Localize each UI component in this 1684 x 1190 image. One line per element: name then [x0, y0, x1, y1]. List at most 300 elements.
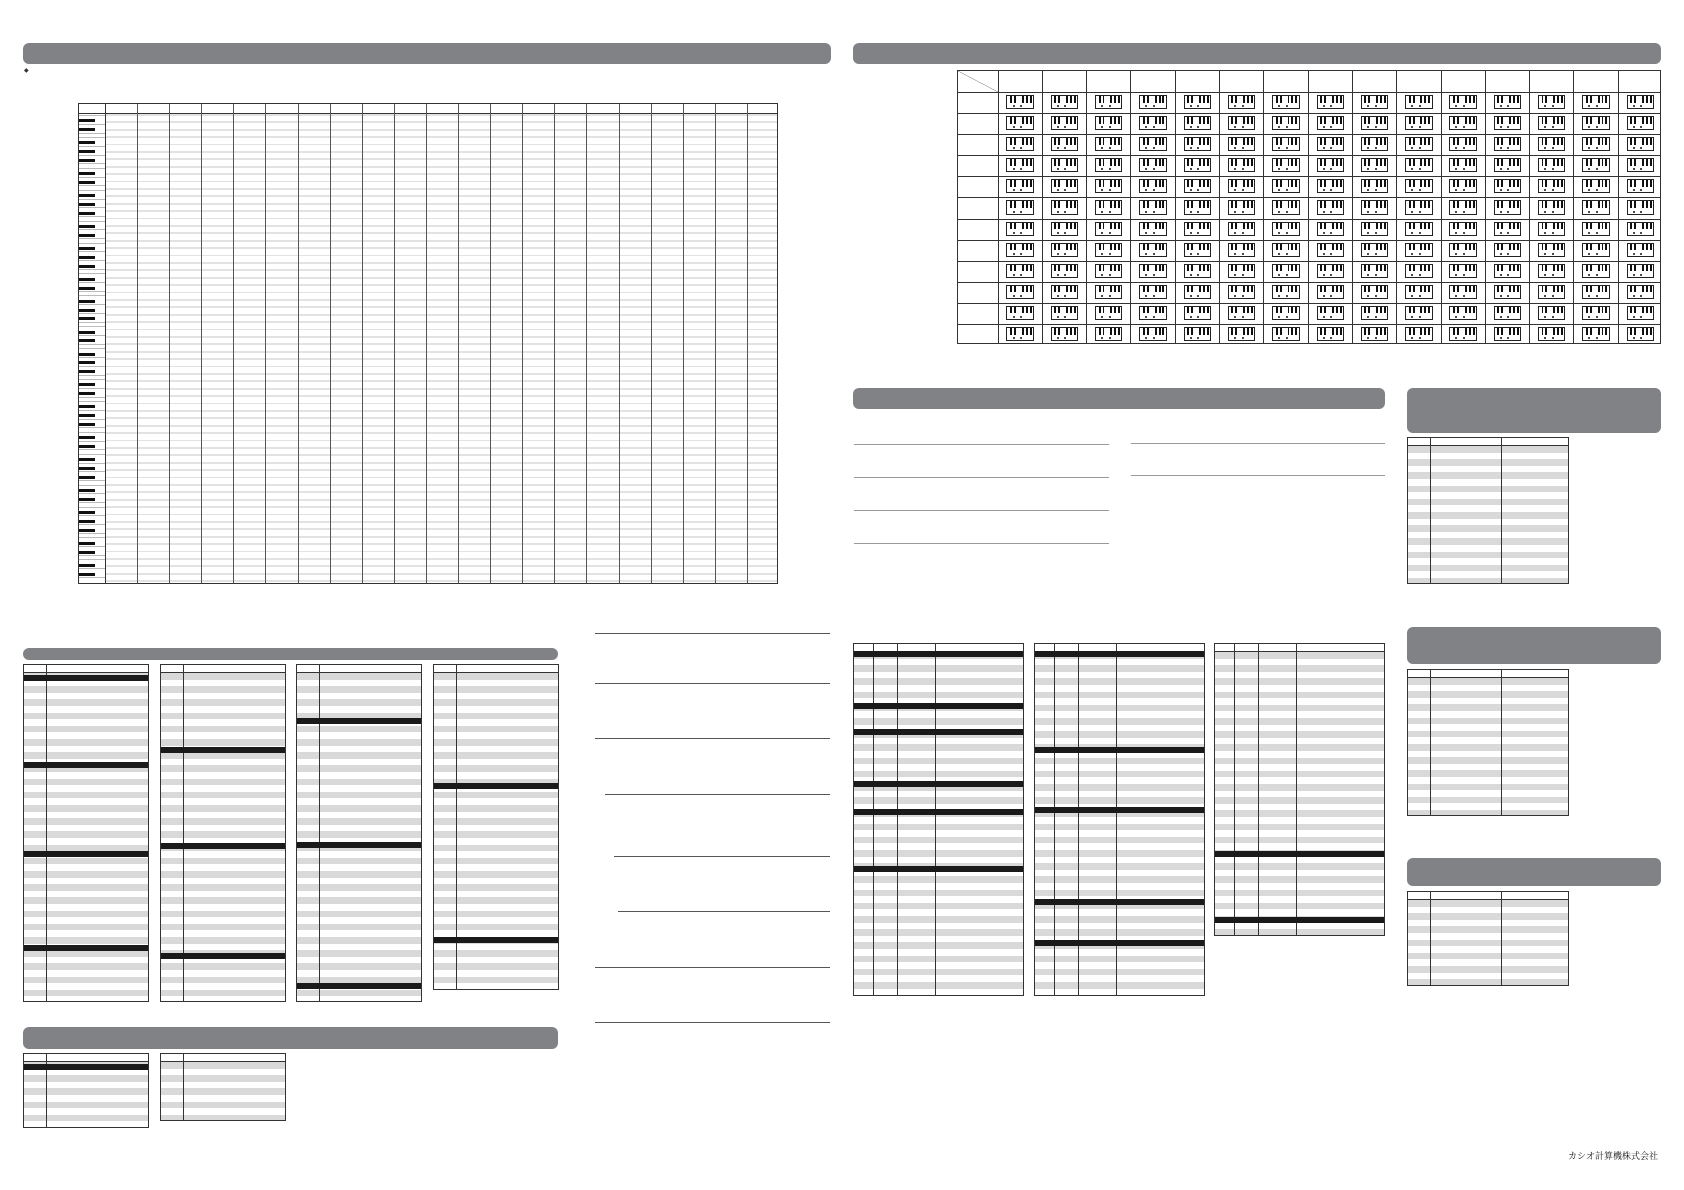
mini-black-key — [1147, 223, 1149, 230]
mini-black-key — [1159, 244, 1161, 251]
mini-black-key — [1336, 307, 1338, 314]
table-column-line — [1258, 644, 1259, 936]
piano-black-key — [79, 265, 95, 268]
mini-keyboard-icon — [1272, 200, 1299, 214]
mini-black-key — [1634, 265, 1636, 272]
mini-black-key — [1364, 328, 1366, 335]
mini-black-key — [1340, 180, 1342, 187]
mini-black-key — [1602, 286, 1604, 293]
mini-black-key — [1413, 307, 1415, 314]
section-header-keyboard-grid — [23, 43, 831, 64]
mini-black-key — [1199, 180, 1201, 187]
note-dot — [1419, 189, 1421, 191]
note-dot — [1057, 105, 1059, 107]
mini-black-key — [1320, 159, 1322, 166]
piano-black-key — [79, 300, 95, 303]
mini-black-key — [1368, 244, 1370, 251]
table-row-stripe — [24, 924, 149, 931]
mini-black-key — [1453, 201, 1455, 208]
mini-keyboard-icon — [1627, 306, 1654, 320]
note-dot — [1419, 147, 1421, 149]
note-dot — [1455, 189, 1457, 191]
mini-black-key — [1469, 138, 1471, 145]
mini-black-key — [1457, 201, 1459, 208]
mini-black-key — [1320, 117, 1322, 124]
mini-black-key — [1280, 180, 1282, 187]
mini-keyboard-icon — [1184, 95, 1211, 109]
table-column-line — [1430, 670, 1431, 816]
table-row-stripe — [854, 876, 1024, 883]
table-row-stripe — [854, 942, 1024, 949]
note-dot — [1064, 189, 1066, 191]
mini-keyboard-icon — [1051, 327, 1078, 341]
note-dot — [1588, 126, 1590, 128]
mini-black-key — [1376, 244, 1378, 251]
mini-black-key — [1376, 201, 1378, 208]
note-dot — [1145, 105, 1147, 107]
grid-column-line — [490, 104, 491, 584]
grid-row-stripe — [106, 506, 778, 508]
mini-black-key — [1424, 180, 1426, 187]
mini-black-key — [1384, 159, 1386, 166]
note-dot — [1455, 295, 1457, 297]
mini-black-key — [1162, 223, 1164, 230]
mini-black-key — [1295, 96, 1297, 103]
mini-black-key — [1155, 223, 1157, 230]
mini-keyboard-icon — [1051, 137, 1078, 151]
rhythm-list-table-2 — [1034, 643, 1205, 996]
grid-row-stripe — [106, 462, 778, 464]
mini-black-key — [1368, 265, 1370, 272]
mini-black-key — [1501, 159, 1503, 166]
mini-keyboard-icon — [1095, 137, 1122, 151]
mini-black-key — [1066, 307, 1068, 314]
mini-black-key — [1332, 244, 1334, 251]
mini-black-key — [1320, 286, 1322, 293]
note-dot — [1552, 105, 1554, 107]
note-dot — [1367, 168, 1369, 170]
note-dot — [1234, 211, 1236, 213]
mini-black-key — [1203, 286, 1205, 293]
mini-keyboard-icon — [1361, 222, 1388, 236]
piano-black-key — [79, 361, 95, 364]
piano-black-key — [79, 423, 95, 426]
table-row-stripe — [1215, 824, 1385, 831]
mini-black-key — [1162, 307, 1164, 314]
mini-black-key — [1247, 96, 1249, 103]
piano-black-key — [79, 529, 95, 532]
mini-black-key — [1457, 286, 1459, 293]
note-dot — [1145, 147, 1147, 149]
grid-row-stripe — [106, 129, 778, 131]
mini-black-key — [1147, 159, 1149, 166]
mini-black-key — [1054, 96, 1056, 103]
table-row-stripe — [297, 831, 422, 838]
mini-black-key — [1159, 117, 1161, 124]
mini-black-key — [1469, 328, 1471, 335]
mini-keyboard-icon — [1051, 95, 1078, 109]
mini-black-key — [1103, 201, 1105, 208]
note-dot — [1234, 105, 1236, 107]
mini-black-key — [1590, 201, 1592, 208]
mini-black-key — [1291, 223, 1293, 230]
mini-keyboard-icon — [1184, 327, 1211, 341]
mini-black-key — [1066, 159, 1068, 166]
mini-black-key — [1642, 159, 1644, 166]
mini-black-key — [1509, 117, 1511, 124]
mini-black-key — [1384, 286, 1386, 293]
mini-black-key — [1022, 138, 1024, 145]
mini-black-key — [1199, 307, 1201, 314]
table-row-stripe — [297, 897, 422, 904]
table-row-stripe — [1408, 472, 1569, 479]
piano-white-key-line — [79, 291, 105, 292]
grid-row-stripe — [106, 536, 778, 538]
table-column-line — [183, 665, 184, 1002]
note-dot — [1463, 232, 1465, 234]
note-dot — [1101, 147, 1103, 149]
mini-black-key — [1143, 286, 1145, 293]
mini-keyboard-icon — [1184, 116, 1211, 130]
note-dot — [1013, 253, 1015, 255]
note-dot — [1286, 337, 1288, 339]
note-dot — [1278, 232, 1280, 234]
note-dot — [1057, 232, 1059, 234]
mini-black-key — [1235, 117, 1237, 124]
mini-black-key — [1162, 117, 1164, 124]
mini-black-key — [1324, 180, 1326, 187]
mini-black-key — [1147, 96, 1149, 103]
mini-black-key — [1054, 244, 1056, 251]
mini-black-key — [1243, 180, 1245, 187]
grid-row-stripe — [106, 225, 778, 227]
table-separator-bar — [24, 851, 149, 857]
mini-black-key — [1409, 159, 1411, 166]
note-dot — [1013, 126, 1015, 128]
table-row-stripe — [24, 950, 149, 957]
note-dot — [1330, 189, 1332, 191]
mini-keyboard-icon — [1582, 243, 1609, 257]
mini-keyboard-icon — [1095, 285, 1122, 299]
mini-black-key — [1542, 307, 1544, 314]
note-dot — [1190, 126, 1192, 128]
table-row-stripe — [434, 739, 559, 746]
mini-black-key — [1646, 328, 1648, 335]
mini-black-key — [1557, 223, 1559, 230]
mini-black-key — [1162, 180, 1164, 187]
mini-black-key — [1453, 328, 1455, 335]
mini-keyboard-icon — [1272, 137, 1299, 151]
note-dot — [1330, 105, 1332, 107]
table-separator-bar — [161, 747, 286, 753]
mini-black-key — [1014, 159, 1016, 166]
note-dot — [1020, 126, 1022, 128]
mini-black-key — [1453, 180, 1455, 187]
mini-black-key — [1453, 159, 1455, 166]
mini-black-key — [1473, 223, 1475, 230]
mini-black-key — [1605, 159, 1607, 166]
piano-white-key-line — [79, 419, 105, 420]
mini-black-key — [1646, 96, 1648, 103]
mini-black-key — [1291, 117, 1293, 124]
mini-keyboard-icon — [1627, 158, 1654, 172]
table-row-stripe — [24, 831, 149, 838]
mini-black-key — [1590, 265, 1592, 272]
table-row-stripe — [1035, 890, 1205, 897]
piano-white-key-line — [79, 441, 105, 442]
note-dot — [1588, 295, 1590, 297]
note-dot — [1330, 126, 1332, 128]
mini-black-key — [1074, 117, 1076, 124]
mini-black-key — [1384, 117, 1386, 124]
table-row-stripe — [297, 699, 422, 706]
mini-black-key — [1650, 244, 1652, 251]
piano-white-key-line — [79, 427, 105, 428]
mini-black-key — [1646, 307, 1648, 314]
mini-black-key — [1295, 138, 1297, 145]
note-dot — [1286, 189, 1288, 191]
mini-black-key — [1235, 244, 1237, 251]
mini-black-key — [1114, 138, 1116, 145]
mini-black-key — [1602, 180, 1604, 187]
mini-black-key — [1598, 328, 1600, 335]
note-dot — [1234, 147, 1236, 149]
section-header-tone-list — [23, 648, 558, 660]
mini-black-key — [1324, 328, 1326, 335]
mini-black-key — [1630, 138, 1632, 145]
mini-black-key — [1420, 96, 1422, 103]
mini-keyboard-icon — [1006, 306, 1033, 320]
piano-black-key — [79, 278, 95, 281]
mini-black-key — [1642, 138, 1644, 145]
mini-black-key — [1247, 328, 1249, 335]
table-row-stripe — [1408, 913, 1569, 920]
mini-black-key — [1453, 265, 1455, 272]
table-row-stripe — [24, 699, 149, 706]
note-dot — [1375, 211, 1377, 213]
mini-keyboard-icon — [1494, 179, 1521, 193]
tone-list-2-table-2 — [160, 1053, 286, 1121]
mini-black-key — [1280, 307, 1282, 314]
mini-black-key — [1646, 159, 1648, 166]
mini-black-key — [1545, 328, 1547, 335]
note-dot — [1242, 105, 1244, 107]
table-column-line — [873, 644, 874, 996]
mini-black-key — [1022, 117, 1024, 124]
notes-line — [854, 543, 1109, 544]
table-row-stripe — [24, 726, 149, 733]
note-dot — [1500, 105, 1502, 107]
mini-black-key — [1340, 159, 1342, 166]
mini-keyboard-icon — [1228, 137, 1255, 151]
mini-black-key — [1014, 286, 1016, 293]
mini-black-key — [1598, 201, 1600, 208]
tone-list-table-1 — [23, 664, 149, 1002]
piano-black-key — [79, 339, 95, 342]
mini-keyboard-icon — [1494, 200, 1521, 214]
mini-black-key — [1280, 328, 1282, 335]
mini-black-key — [1634, 159, 1636, 166]
table-separator-bar — [1215, 851, 1385, 857]
mini-black-key — [1231, 307, 1233, 314]
mini-black-key — [1099, 223, 1101, 230]
note-dot — [1633, 126, 1635, 128]
mini-black-key — [1598, 96, 1600, 103]
mini-black-key — [1243, 201, 1245, 208]
table-row-stripe — [1035, 705, 1205, 712]
mini-keyboard-icon — [1051, 116, 1078, 130]
mini-black-key — [1291, 96, 1293, 103]
mini-keyboard-icon — [1051, 179, 1078, 193]
mini-black-key — [1251, 307, 1253, 314]
mini-black-key — [1509, 96, 1511, 103]
section-header-right-list-2 — [1407, 627, 1661, 664]
mini-black-key — [1143, 265, 1145, 272]
mini-black-key — [1280, 286, 1282, 293]
mini-black-key — [1114, 201, 1116, 208]
table-separator-bar — [854, 781, 1024, 787]
note-dot — [1500, 211, 1502, 213]
mini-keyboard-icon — [1139, 200, 1166, 214]
mini-black-key — [1517, 159, 1519, 166]
grid-row-stripe — [106, 395, 778, 397]
grid-row-stripe — [106, 469, 778, 471]
mini-black-key — [1605, 138, 1607, 145]
mini-black-key — [1276, 244, 1278, 251]
note-dot — [1507, 189, 1509, 191]
piano-white-key-line — [79, 388, 105, 389]
grid-row-stripe — [106, 151, 778, 153]
mini-black-key — [1235, 307, 1237, 314]
mini-black-key — [1428, 117, 1430, 124]
piano-white-key-line — [79, 137, 105, 138]
table-row-stripe — [1035, 784, 1205, 791]
piano-black-key — [79, 225, 95, 228]
mini-keyboard-icon — [1627, 285, 1654, 299]
mini-black-key — [1602, 201, 1604, 208]
grid-row-stripe — [106, 218, 778, 220]
mini-black-key — [1155, 138, 1157, 145]
piano-black-key — [79, 194, 95, 197]
mini-black-key — [1199, 286, 1201, 293]
mini-black-key — [1143, 223, 1145, 230]
table-row-stripe — [161, 779, 286, 786]
mini-keyboard-icon — [1538, 243, 1565, 257]
note-dot — [1197, 147, 1199, 149]
mini-black-key — [1420, 223, 1422, 230]
note-dot — [1190, 232, 1192, 234]
mini-black-key — [1187, 180, 1189, 187]
piano-white-key-line — [79, 155, 105, 156]
mini-black-key — [1465, 244, 1467, 251]
mini-black-key — [1014, 244, 1016, 251]
mini-black-key — [1457, 244, 1459, 251]
grid-column-line — [522, 104, 523, 584]
mini-black-key — [1380, 180, 1382, 187]
grid-row-stripe — [106, 514, 778, 516]
mini-black-key — [1457, 117, 1459, 124]
mini-black-key — [1561, 96, 1563, 103]
mini-keyboard-icon — [1361, 264, 1388, 278]
mini-black-key — [1147, 265, 1149, 272]
mini-black-key — [1420, 307, 1422, 314]
mini-black-key — [1103, 286, 1105, 293]
mini-black-key — [1497, 180, 1499, 187]
grid-row-stripe — [106, 255, 778, 257]
grid-row-stripe — [106, 277, 778, 279]
mini-black-key — [1605, 201, 1607, 208]
mini-black-key — [1473, 180, 1475, 187]
piano-white-key-line — [79, 344, 105, 345]
mini-black-key — [1280, 159, 1282, 166]
mini-black-key — [1074, 138, 1076, 145]
mini-keyboard-icon — [1317, 116, 1344, 130]
tone-list-2-table-1 — [23, 1053, 149, 1128]
table-row-stripe — [24, 779, 149, 786]
table-row-stripe — [1035, 771, 1205, 778]
mini-black-key — [1598, 307, 1600, 314]
mini-keyboard-icon — [1449, 327, 1476, 341]
mini-keyboard-icon — [1405, 285, 1432, 299]
mini-black-key — [1030, 286, 1032, 293]
mini-black-key — [1650, 159, 1652, 166]
note-dot — [1596, 147, 1598, 149]
note-dot — [1367, 211, 1369, 213]
piano-black-key — [79, 119, 95, 122]
mini-keyboard-icon — [1405, 158, 1432, 172]
mini-black-key — [1074, 265, 1076, 272]
tone-list-table-4 — [433, 664, 559, 990]
chord-row-line — [958, 240, 1661, 241]
mini-black-key — [1517, 307, 1519, 314]
mini-black-key — [1598, 286, 1600, 293]
mini-black-key — [1074, 180, 1076, 187]
note-dot — [1242, 316, 1244, 318]
note-dot — [1640, 189, 1642, 191]
note-dot — [1064, 295, 1066, 297]
note-dot — [1020, 168, 1022, 170]
mini-black-key — [1155, 286, 1157, 293]
mini-keyboard-icon — [1405, 95, 1432, 109]
mini-keyboard-icon — [1538, 200, 1565, 214]
mini-black-key — [1247, 286, 1249, 293]
table-row-stripe — [434, 977, 559, 984]
mini-keyboard-icon — [1405, 327, 1432, 341]
mini-black-key — [1070, 328, 1072, 335]
mini-black-key — [1646, 138, 1648, 145]
mini-black-key — [1243, 138, 1245, 145]
mini-keyboard-icon — [1139, 137, 1166, 151]
mini-black-key — [1420, 159, 1422, 166]
mini-black-key — [1295, 117, 1297, 124]
note-dot — [1640, 147, 1642, 149]
mini-keyboard-icon — [1228, 200, 1255, 214]
table-separator-bar — [854, 729, 1024, 735]
mini-black-key — [1207, 138, 1209, 145]
note-dot — [1234, 337, 1236, 339]
piano-black-key — [79, 392, 95, 395]
mini-black-key — [1118, 307, 1120, 314]
mini-keyboard-icon — [1405, 306, 1432, 320]
mini-keyboard-icon — [1449, 264, 1476, 278]
mini-keyboard-icon — [1494, 306, 1521, 320]
mini-black-key — [1630, 223, 1632, 230]
mini-black-key — [1424, 286, 1426, 293]
mini-black-key — [1364, 244, 1366, 251]
mini-black-key — [1058, 138, 1060, 145]
mini-black-key — [1066, 96, 1068, 103]
mini-black-key — [1586, 286, 1588, 293]
